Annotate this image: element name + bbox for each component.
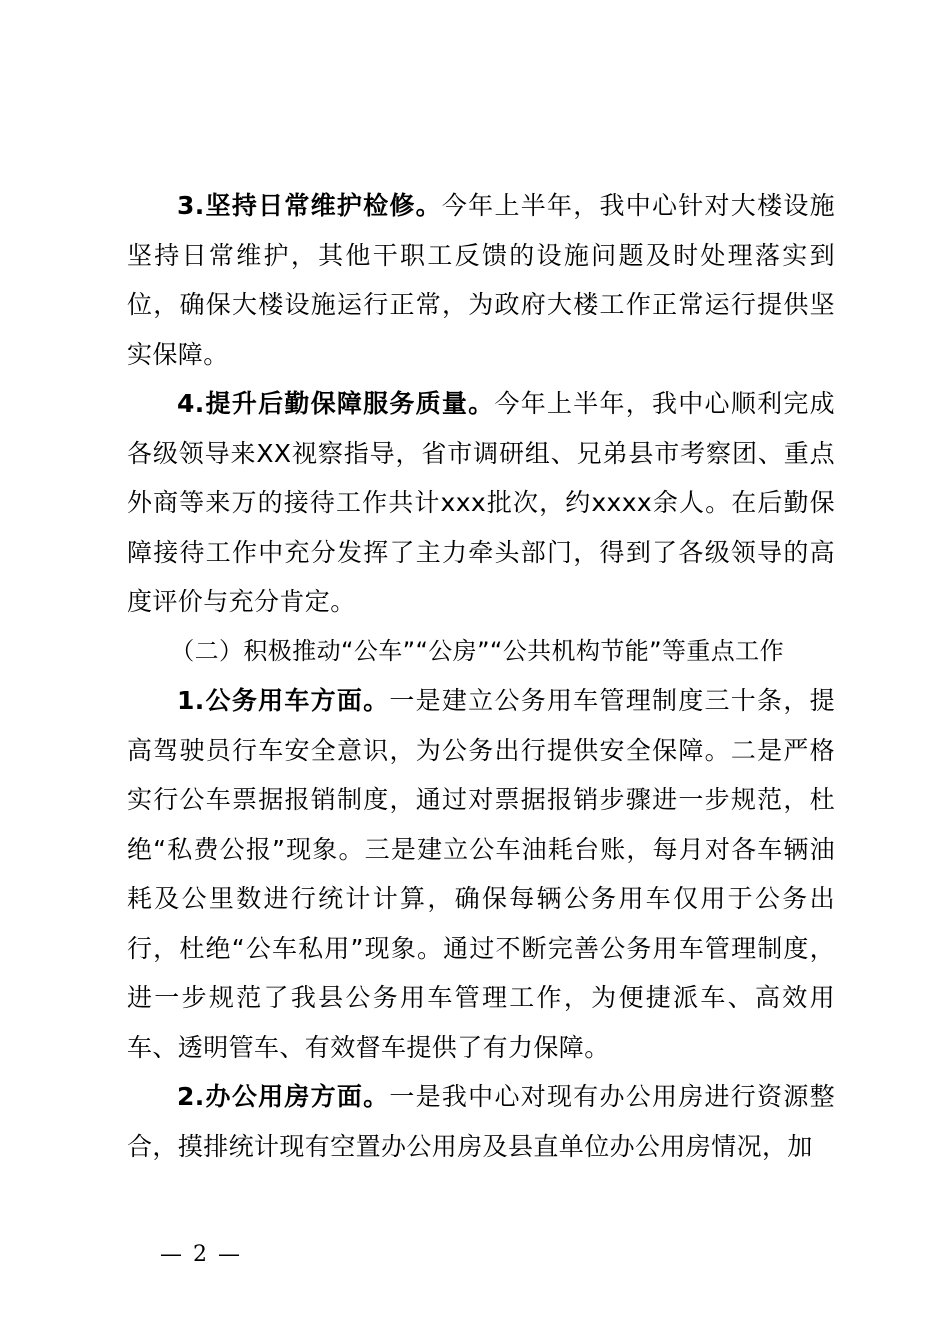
document-body (127, 181, 835, 1171)
paragraph-lead: 4.提升后勤保障服务质量。 (177, 389, 495, 418)
section-heading: （二）积极推动“公车”“公房”“公共机构节能”等重点工作 (170, 636, 784, 665)
paragraph-text: 一是我中心对现有办公用房进行资源整合，摸排统计现有空置办公用房及县直单位办公用房情况，加 (127, 1082, 835, 1161)
paragraph-lead: 3.坚持日常维护检修。 (177, 191, 442, 220)
paragraph-text: 今年上半年，我中心顺利完成各级领导来XX视察指导，省市调研组、兄弟县市考察团、重点外商等来万的接待工作共计xxx批次，约xxxx余人。在后勤保障接待工作中充分发挥了主力牵头部门，得到了各级领导的高度评价与充分肯定。 (127, 389, 836, 616)
paragraph-text: 一是建立公务用车管理制度三十条，提高驾驶员行车安全意识，为公务出行提供安全保障。二是严格实行公车票据报销制度，通过对票据报销步骤进一步规范，杜绝“私费公报”现象。三是建立公车油耗台账，每月对各车辆油耗及公里数进行统计计算，确保每辆公务用车仅用于公务出行，杜绝“公车私用”现象。通过不断完善公务用车管理制度，进一步规范了我县公务用车管理工作，为便捷派车、高效用车、透明管车、有效督车提供了有力保障。 (127, 686, 835, 1062)
paragraph-office-space (127, 1072, 835, 1171)
paragraph-text: 今年上半年，我中心针对大楼设施坚持日常维护，其他干职工反馈的设施问题及时处理落实到位，确保大楼设施运行正常，为政府大楼工作正常运行提供坚实保障。 (127, 191, 835, 369)
paragraph-lead: 1.公务用车方面。 (177, 686, 390, 715)
paragraph-lead: 2.办公用房方面。 (177, 1082, 390, 1111)
paragraph-service-quality (127, 379, 835, 627)
paragraph-maintenance (127, 181, 835, 379)
page-number: — 2 — (160, 1242, 242, 1267)
paragraph-official-vehicles (127, 676, 835, 1072)
